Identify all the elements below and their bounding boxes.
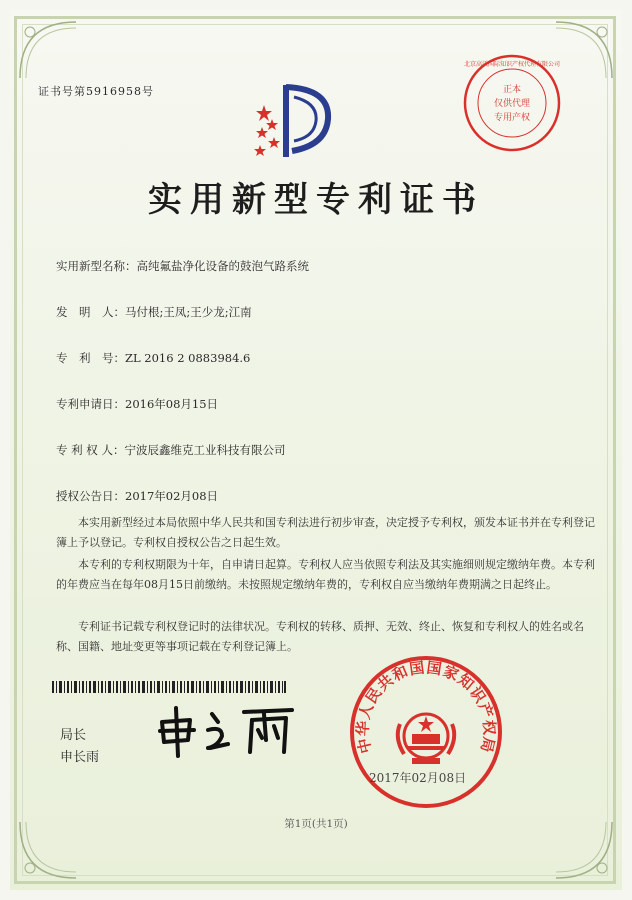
- field-label: 专 利 权 人：: [56, 443, 125, 457]
- field-label: 授权公告日：: [56, 489, 125, 503]
- barcode-icon: [52, 681, 286, 693]
- field-row-patent-number: [56, 350, 250, 366]
- field-row-name: [56, 258, 309, 274]
- field-label: 发 明 人：: [56, 305, 125, 319]
- field-row-grant-date: [56, 488, 218, 504]
- field-label: 专 利 号：: [56, 351, 125, 365]
- body-paragraph-1: 本实用新型经过本局依照中华人民共和国专利法进行初步审查，决定授予专利权，颁发本证书并在专利登记簿上予以登记。专利权自授权公告之日起生效。: [56, 516, 595, 549]
- stamp-inner-line-3: 专用产权: [493, 113, 531, 123]
- body-paragraph-3: 专利证书记载专利权登记时的法律状况。专利权的转移、质押、无效、终止、恢复和专利权人的姓名或名称、国籍、地址变更等事项记载在专利登记簿上。: [56, 620, 584, 653]
- stamp-inner-line-1: 正本: [502, 85, 522, 95]
- field-value: 2016年08月15日: [125, 397, 219, 411]
- field-value: 马付根;王凤;王少龙;江南: [125, 305, 252, 319]
- director-title: 局长: [60, 728, 87, 743]
- page-number: 第1页(共1页): [284, 818, 348, 830]
- field-value: ZL 2016 2 0883984.6: [125, 351, 251, 365]
- stamp-inner-line-2: 仅供代理: [493, 99, 531, 109]
- certificate-title: 实用新型专利证书: [148, 180, 484, 220]
- cnipa-logo-icon: [242, 75, 342, 175]
- corner-ornament-top-left: [16, 18, 86, 88]
- agency-stamp: [461, 52, 563, 154]
- field-row-patentee: [56, 442, 285, 458]
- seal-date: 2017年02月08日: [369, 771, 467, 785]
- field-label: 实用新型名称：: [56, 259, 137, 273]
- field-value: 高纯氟盐净化设备的鼓泡气路系统: [136, 259, 309, 273]
- field-value: 宁波辰鑫维克工业科技有限公司: [124, 443, 286, 457]
- director-name: 申长雨: [60, 750, 100, 765]
- field-row-inventors: [56, 304, 252, 320]
- stamp-ring-text: 北京高沃国际知识产权代理有限公司: [463, 61, 561, 68]
- signature-icon: [152, 700, 302, 760]
- field-row-application-date: [56, 396, 218, 412]
- field-value: 2017年02月08日: [125, 489, 219, 503]
- body-paragraph-2: 本专利的专利权期限为十年，自申请日起算。专利权人应当依照专利法及其实施细则规定缴纳年费。本专利的年费应当在每年08月15日前缴纳。未按照规定缴纳年费的，专利权自应当缴纳年费期满之日起终止。: [56, 558, 595, 591]
- certificate-number: 证书号第5916958号: [38, 85, 154, 98]
- field-label: 专利申请日：: [56, 397, 125, 411]
- seal-ring-text: 中华人民共和国国家知识产权局: [353, 658, 499, 756]
- official-seal: [348, 654, 504, 810]
